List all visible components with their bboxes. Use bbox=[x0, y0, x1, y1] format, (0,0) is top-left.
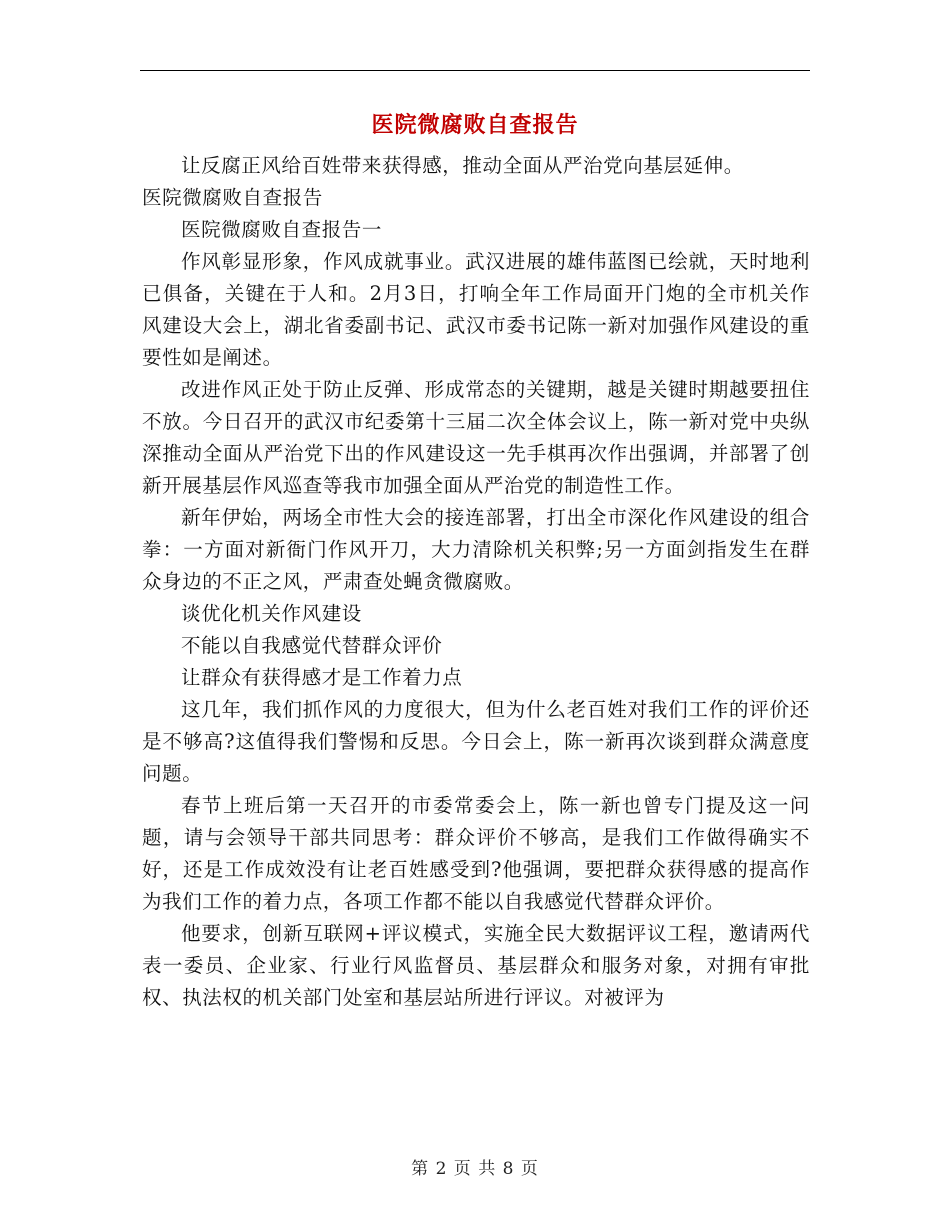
paragraph: 医院微腐败自查报告 bbox=[142, 186, 323, 209]
header-rule bbox=[140, 70, 810, 71]
document-title: 医院微腐败自查报告 bbox=[371, 112, 579, 138]
paragraph: 不能以自我感觉代替群众评价 bbox=[181, 634, 443, 657]
paragraph: 这几年，我们抓作风的力度很大，但为什么老百姓对我们工作的评价还是不够高?这值得我们警惕和反思。今日会上，陈一新再次谈到群众满意度问题。 bbox=[142, 698, 810, 785]
paragraph: 作风彰显形象，作风成就事业。武汉进展的雄伟蓝图已绘就，天时地利已俱备，关键在于人和。2月3日，打响全年工作局面开门炮的全市机关作风建设大会上，湖北省委副书记、武汉市委书记陈一新对加强作风建设的重要性如是阐述。 bbox=[142, 250, 810, 369]
paragraph: 医院微腐败自查报告一 bbox=[181, 218, 383, 241]
document-body bbox=[142, 150, 810, 1014]
paragraph: 新年伊始，两场全市性大会的接连部署，打出全市深化作风建设的组合拳：一方面对新衙门作风开刀，大力清除机关积弊;另一方面剑指发生在群众身边的不正之风，严肃查处蝇贪微腐败。 bbox=[142, 506, 810, 593]
paragraph: 改进作风正处于防止反弹、形成常态的关键期，越是关键时期越要扭住不放。今日召开的武汉市纪委第十三届二次全体会议上，陈一新对党中央纵深推动全面从严治党下出的作风建设这一先手棋再次作出强调，并部署了创新开展基层作风巡查等我市加强全面从严治党的制造性工作。 bbox=[142, 378, 810, 497]
paragraph: 让反腐正风给百姓带来获得感，推动全面从严治党向基层延伸。 bbox=[181, 154, 744, 177]
paragraph: 他要求，创新互联网+评议模式，实施全民大数据评议工程，邀请两代表一委员、企业家、行业行风监督员、基层群众和服务对象，对拥有审批权、执法权的机关部门处室和基层站所进行评议。对被评为 bbox=[142, 922, 810, 1009]
page-number-footer: 第 2 页 共 8 页 bbox=[411, 1159, 539, 1179]
paragraph: 谈优化机关作风建设 bbox=[181, 602, 362, 625]
paragraph: 让群众有获得感才是工作着力点 bbox=[181, 666, 463, 689]
paragraph: 春节上班后第一天召开的市委常委会上，陈一新也曾专门提及这一问题，请与会领导干部共同思考：群众评价不够高，是我们工作做得确实不好，还是工作成效没有让老百姓感受到?他强调，要把群众获得感的提高作为我们工作的着力点，各项工作都不能以自我感觉代替群众评价。 bbox=[142, 794, 810, 913]
